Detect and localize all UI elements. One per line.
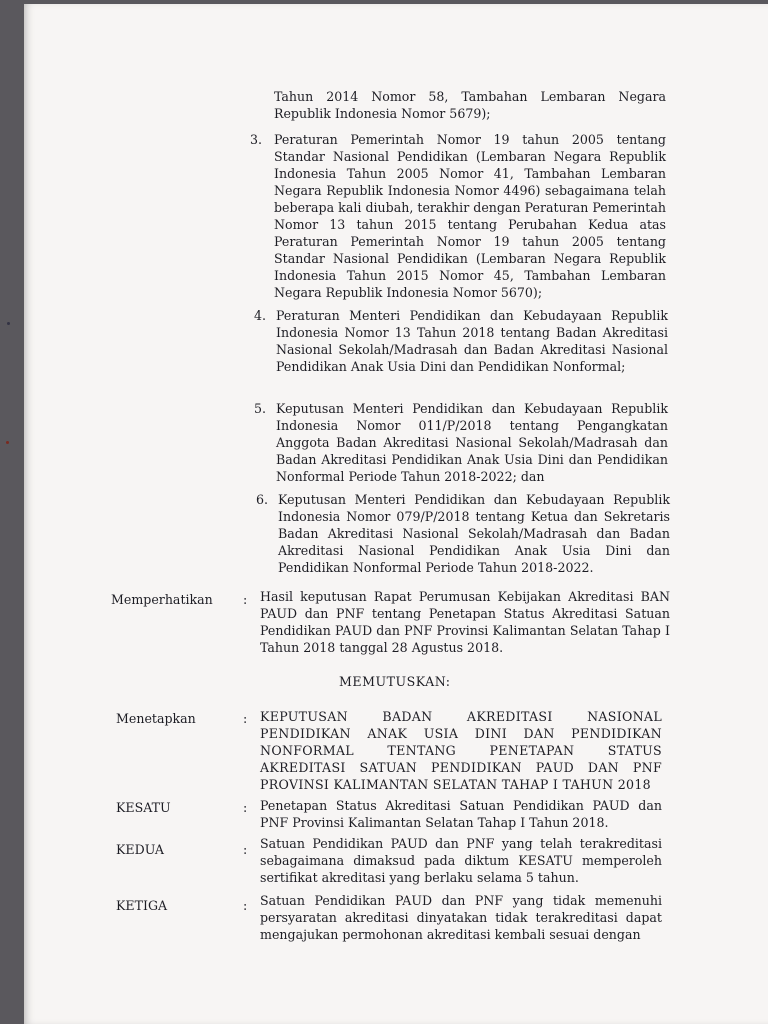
continuation-text: Tahun 2014 Nomor 58, Tambahan Lembaran Negara Republik Indonesia Nomor 5679); <box>274 89 666 121</box>
menetapkan-text: KEPUTUSAN BADAN AKREDITASI NASIONAL PENDIDIKAN ANAK USIA DINI DAN PENDIDIKAN NONFORMAL TENTANG PENETAPAN STATUS AKREDITASI SATUAN PENDIDIKAN PAUD DAN PNF PROVINSI KALIMANTAN SELATAN TAHAP I TAHUN 2018 <box>260 709 662 792</box>
scan-speck <box>6 441 9 444</box>
list-item-text: Keputusan Menteri Pendidikan dan Kebudayaan Republik Indonesia Nomor 079/P/2018 tentang Ketua dan Sekretaris Badan Akreditasi Nasional Sekolah/Madrasah dan Badan Akreditasi Nasional Pendidikan Anak Usia Dini dan Pendidikan Nonformal Periode Tahun 2018-2022. <box>278 492 670 575</box>
kesatu-text: Penetapan Status Akreditasi Satuan Pendidikan PAUD dan PNF Provinsi Kalimantan Selatan Tahap I Tahun 2018. <box>260 798 662 830</box>
scan-speck <box>7 322 10 325</box>
colon: : <box>243 842 248 857</box>
list-number: 6. <box>256 492 269 507</box>
kedua-label: KEDUA <box>116 842 165 857</box>
ketiga-label: KETIGA <box>116 898 168 913</box>
list-item-text: Keputusan Menteri Pendidikan dan Kebudayaan Republik Indonesia Nomor 011/P/2018 tentang Pengangkatan Anggota Badan Akreditasi Nasional Sekolah/Madrasah dan Badan Akreditasi Pendidikan Anak Usia Dini dan Pendidikan Nonformal Periode Tahun 2018-2022; dan <box>276 401 668 484</box>
colon: : <box>243 711 248 726</box>
memutuskan-heading: MEMUTUSKAN: <box>339 674 451 689</box>
ketiga-text: Satuan Pendidikan PAUD dan PNF yang tidak memenuhi persyaratan akreditasi dinyatakan tidak terakreditasi dapat mengajukan permohonan akreditasi kembali sesuai dengan <box>260 893 662 942</box>
colon: : <box>243 898 248 913</box>
list-item-text: Peraturan Pemerintah Nomor 19 tahun 2005 tentang Standar Nasional Pendidikan (Lembaran Negara Republik Indonesia Tahun 2005 Nomor 41, Tambahan Lembaran Negara Republik Indonesia Nomor 4496) sebagaimana telah beberapa kali diubah, terakhir dengan Peraturan Pemerintah Nomor 13 tahun 2015 tentang Perubahan Kedua atas Peraturan Pemerintah Nomor 19 tahun 2005 tentang Standar Nasional Pendidikan (Lembaran Negara Republik Indonesia Tahun 2015 Nomor 45, Tambahan Lembaran Negara Republik Indonesia Nomor 5670); <box>274 132 666 300</box>
kesatu-label: KESATU <box>116 800 171 815</box>
memperhatikan-label: Memperhatikan <box>111 592 213 607</box>
list-number: 4. <box>254 308 267 323</box>
document-page <box>24 4 768 1024</box>
list-number: 3. <box>250 132 263 147</box>
list-number: 5. <box>254 401 267 416</box>
menetapkan-label: Menetapkan <box>116 711 196 726</box>
list-item-text: Peraturan Menteri Pendidikan dan Kebudayaan Republik Indonesia Nomor 13 Tahun 2018 tentang Badan Akreditasi Nasional Sekolah/Madrasah dan Badan Akreditasi Nasional Pendidikan Anak Usia Dini dan Pendidikan Nonformal; <box>276 308 668 374</box>
memperhatikan-text: Hasil keputusan Rapat Perumusan Kebijakan Akreditasi BAN PAUD dan PNF tentang Penetapan Status Akreditasi Satuan Pendidikan PAUD dan PNF Provinsi Kalimantan Selatan Tahap I Tahun 2018 tanggal 28 Agustus 2018. <box>260 589 670 655</box>
kedua-text: Satuan Pendidikan PAUD dan PNF yang telah terakreditasi sebagaimana dimaksud pada diktum KESATU memperoleh sertifikat akreditasi yang berlaku selama 5 tahun. <box>260 836 662 885</box>
colon: : <box>243 592 248 607</box>
colon: : <box>243 800 248 815</box>
